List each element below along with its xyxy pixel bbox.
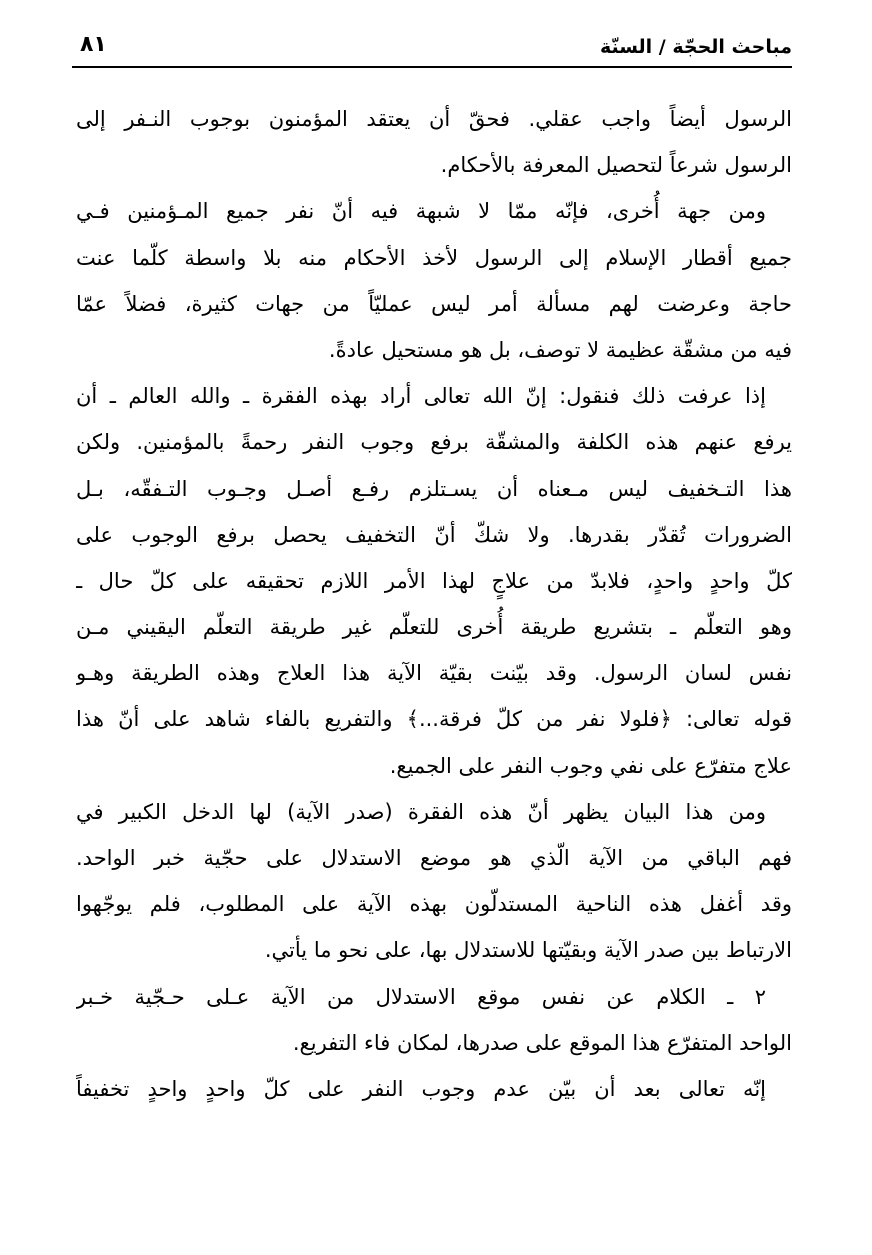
paragraph-start-line: ٢ ـ الكلام عن نفس موقع الاستدلال من الآية عـلى حـجّية خـبر [76, 984, 766, 1009]
page-header [72, 30, 792, 66]
text-line: جميع أقطار الإسلام إلى الرسول لأخذ الأحكام منه بلا واسطة كلّما عنت [76, 245, 792, 270]
text-line: نفس لسان الرسول. وقد بيّنت بقيّة الآية هذا العلاج وهذه الطريقة وهـو [76, 661, 792, 686]
text-line: الارتباط بين صدر الآية وبقيّتها للاستدلال بها، على نحو ما يأتي. [264, 938, 792, 963]
body-text [76, 96, 792, 1112]
text-line: هذا التـخفيف ليس مـعناه أن يسـتلزم رفـع أصـل وجـوب التـفقّه، بـل [76, 476, 792, 501]
text-line: الرسول أيضاً واجب عقلي. فحقّ أن يعتقد المؤمنون بوجوب النـفر إلى [76, 107, 792, 131]
text-line: فهم الباقي من الآية الّذي هو موضع الاستدلال على حجّية خبر الواحد. [76, 846, 792, 870]
paragraph-start-line: إنّه تعالى بعد أن بيّن عدم وجوب النفر على كلّ واحدٍ واحدٍ تخفيفاً [76, 1076, 766, 1101]
paragraph-start-line: ومن هذا البيان يظهر أنّ هذه الفقرة (صدر الآية) لها الدخل الكبير في [76, 799, 766, 824]
text-line: قوله تعالى: ﴿فلولا نفر من كلّ فرقة...﴾ والتفريع بالفاء شاهد على أنّ هذا [76, 707, 792, 732]
page-number: ٨١ [80, 32, 107, 57]
text-line: وهو التعلّم ـ بتشريع طريقة أُخرى للتعلّم غير طريقة التعلّم اليقيني مـن [76, 615, 792, 640]
paragraph-start-line: إذا عرفت ذلك فنقول: إنّ الله تعالى أراد بهذه الفقرة ـ والله العالم ـ أن [76, 384, 766, 409]
text-line: حاجة وعرضت لهم مسألة أمر ليس عمليّاً من جهات كثيرة، فضلاً عمّا [76, 291, 792, 316]
paragraph-start-line: ومن جهة أُخرى، فإنّه ممّا لا شبهة فيه أنّ نفر جميع المـؤمنين فـي [76, 199, 766, 224]
text-line: الضرورات تُقدّر بقدرها. ولا شكّ أنّ التخفيف يحصل برفع الوجوب على [76, 522, 792, 547]
text-line: فيه من مشقّة عظيمة لا توصف، بل هو مستحيل عادةً. [328, 337, 792, 362]
text-line: علاج متفرّع على نفي وجوب النفر على الجميع. [389, 753, 792, 778]
text-line: وقد أغفل هذه الناحية المستدلّون بهذه الآية على المطلوب، فلم يوجّهوا [76, 892, 792, 917]
text-line: الواحد المتفرّع هذا الموقع على صدرها، لمكان فاء التفريع. [292, 1030, 792, 1055]
header-rule [72, 66, 792, 68]
text-line: كلّ واحدٍ واحدٍ، فلابدّ من علاجٍ لهذا الأمر اللازم تحقيقه على كلّ حال ـ [76, 568, 792, 593]
text-line: الرسول شرعاً لتحصيل المعرفة بالأحكام. [440, 153, 792, 178]
running-title: مباحث الحجّة / السنّة [599, 36, 792, 58]
text-line: يرفع عنهم هذه الكلفة والمشقّة برفع وجوب النفر رحمةً بالمؤمنين. ولكن [76, 430, 792, 455]
